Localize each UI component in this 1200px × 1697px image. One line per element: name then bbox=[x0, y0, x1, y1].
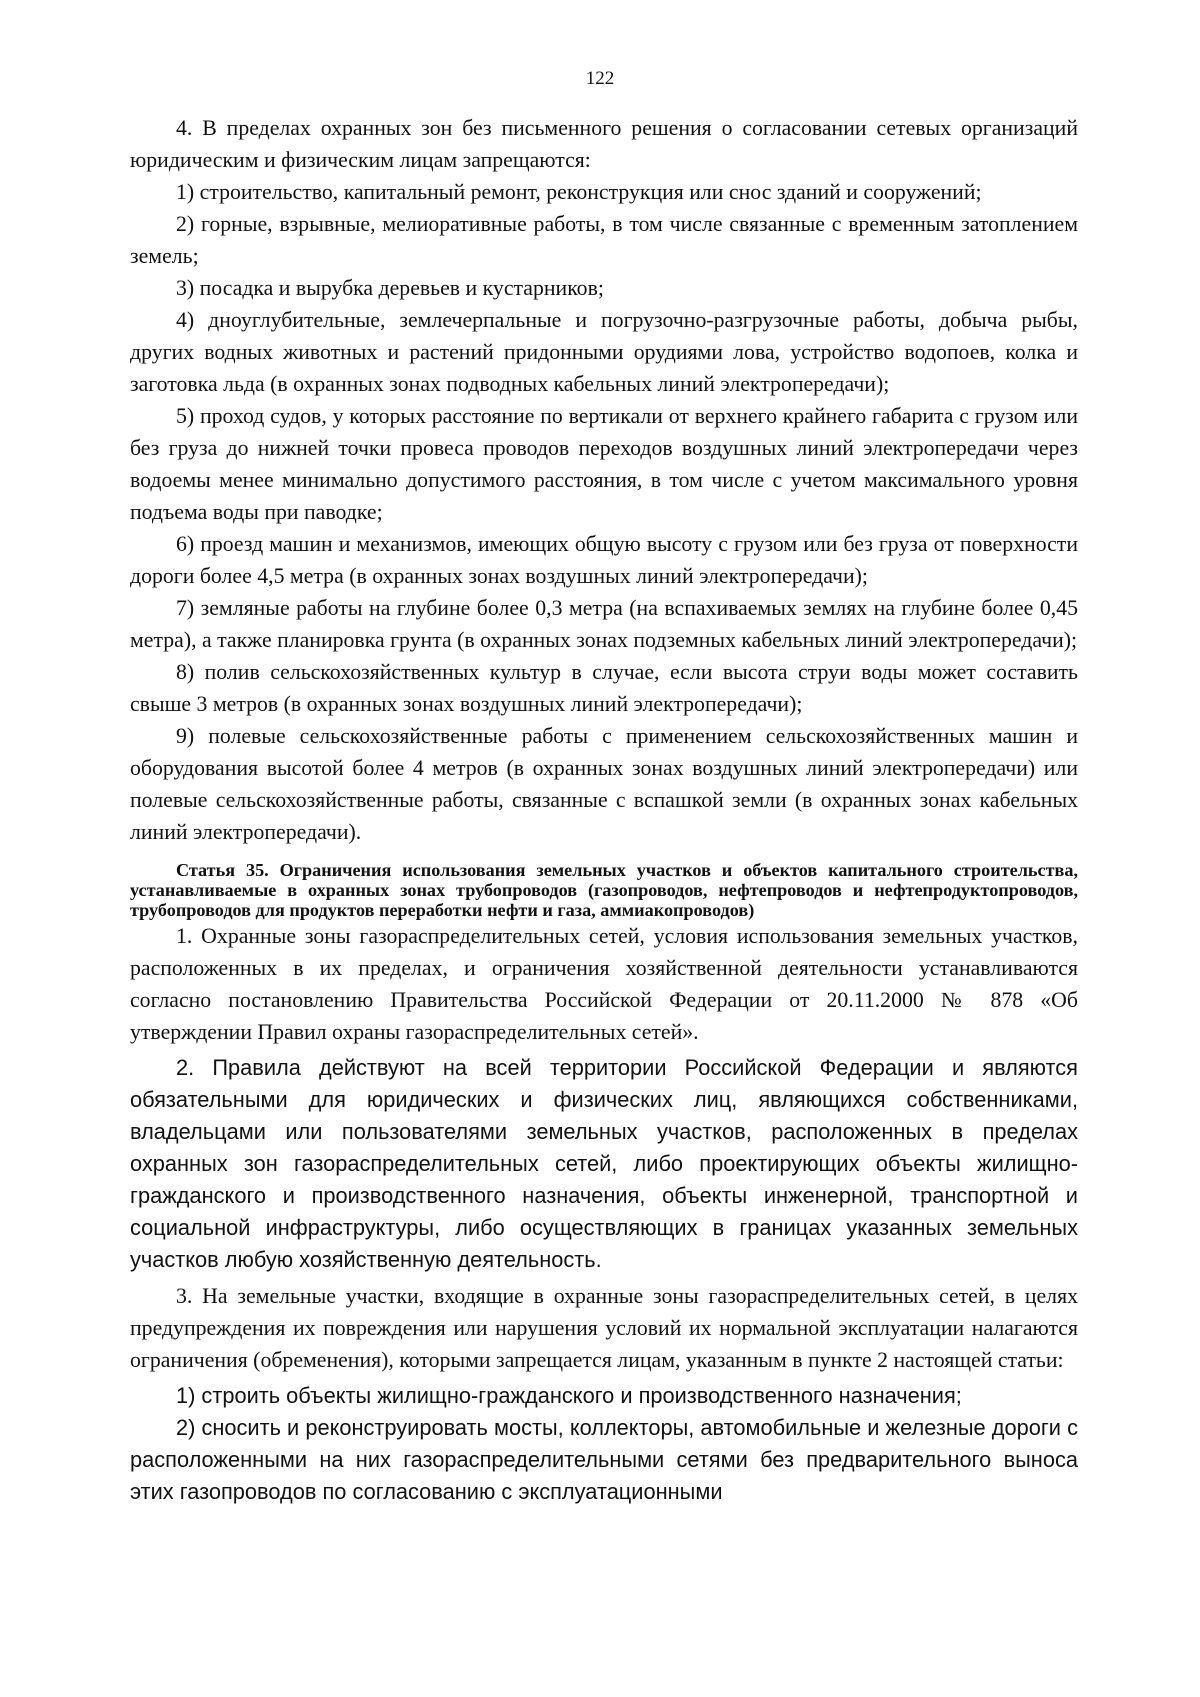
list-item: 3) посадка и вырубка деревьев и кустарников; bbox=[176, 276, 604, 300]
article-35-section-2 bbox=[130, 1052, 1078, 1276]
list-item: 1) строить объекты жилищно-гражданского и производственного назначения; bbox=[176, 1383, 962, 1408]
article-paragraph-3: 3. На земельные участки, входящие в охранные зоны газораспределительных сетей, в целях предупреждения их повреждения или нарушения условий их нормальной эксплуатации налагаются ограничения (обременения), которыми запрещается лицам, указанным в пункте 2 настоящей статьи: bbox=[130, 1284, 1078, 1372]
list-item: 9) полевые сельскохозяйственные работы с применением сельскохозяйственных машин и оборудования высотой более 4 метров (в охранных зонах воздушных линий электропередачи) или полевые сельскохозяйственные работы, связанные с вспашкой земли (в охранных зонах кабельных линий электропередачи). bbox=[130, 724, 1078, 844]
list-item: 4) дноуглубительные, землечерпальные и погрузочно-разгрузочные работы, добыча рыбы, других водных животных и растений придонными орудиями лова, устройство водопоев, колка и заготовка льда (в охранных зонах подводных кабельных линий электропередачи); bbox=[130, 308, 1078, 396]
article-paragraph-2: 2. Правила действуют на всей территории Российской Федерации и являются обязательными для юридических и физических лиц, являющихся собственниками, владельцами или пользователями земельных участков, расположенных в пределах охранных зон газораспределительных сетей, либо проектирующих объекты жилищно-гражданского и производственного назначения, объекты инженерной, транспортной и социальной инфраструктуры, либо осуществляющих в границах указанных земельных участков любую хозяйственную деятельность. bbox=[130, 1055, 1078, 1272]
list-item: 2) сносить и реконструировать мосты, коллекторы, автомобильные и железные дороги с расположенными на них газораспределительными сетями без предварительного выноса этих газопроводов по согласованию с эксплуатационными bbox=[130, 1415, 1078, 1504]
list-item: 8) полив сельскохозяйственных культур в случае, если высота струи воды может составить свыше 3 метров (в охранных зонах воздушных линий электропередачи); bbox=[130, 660, 1078, 716]
list-item: 2) горные, взрывные, мелиоративные работы, в том числе связанные с временным затоплением земель; bbox=[130, 212, 1078, 268]
protection-zone-restrictions bbox=[130, 112, 1078, 848]
list-item: 1) строительство, капитальный ремонт, реконструкция или снос зданий и сооружений; bbox=[176, 180, 982, 204]
document-body bbox=[130, 112, 1078, 1508]
article-35-section-3 bbox=[130, 1280, 1078, 1376]
article-35-section-3-items bbox=[130, 1380, 1078, 1508]
list-item: 5) проход судов, у которых расстояние по вертикали от верхнего крайнего габарита с грузом или без груза до нижней точки провеса проводов переходов воздушных линий электропередачи через водоемы менее минимально допустимого расстояния, в том числе с учетом максимального уровня подъема воды при паводке; bbox=[130, 404, 1078, 524]
article-heading: Статья 35. Ограничения использования земельных участков и объектов капитального строительства, устанавливаемые в охранных зонах трубопроводов (газопроводов, нефтепроводов и нефтепродуктопроводов, трубопроводов для продуктов переработки нефти и газа, аммиакопроводов) bbox=[130, 860, 1078, 920]
list-item: 7) земляные работы на глубине более 0,3 метра (на вспахиваемых землях на глубине более 0,45 метра), а также планировка грунта (в охранных зонах подземных кабельных линий электропередачи); bbox=[130, 596, 1078, 652]
article-35-section-1 bbox=[130, 920, 1078, 1048]
paragraph-item-4: 4. В пределах охранных зон без письменного решения о согласовании сетевых организаций юридическим и физическим лицам запрещаются: bbox=[130, 116, 1078, 172]
page-number: 122 bbox=[585, 68, 615, 89]
article-paragraph-1: 1. Охранные зоны газораспределительных сетей, условия использования земельных участков, расположенных в их пределах, и ограничения хозяйственной деятельности устанавливаются согласно постановлению Правительства Российской Федерации от 20.11.2000 № 878 «Об утверждении Правил охраны газораспределительных сетей». bbox=[130, 924, 1078, 1044]
list-item: 6) проезд машин и механизмов, имеющих общую высоту с грузом или без груза от поверхности дороги более 4,5 метра (в охранных зонах воздушных линий электропередачи); bbox=[130, 532, 1078, 588]
